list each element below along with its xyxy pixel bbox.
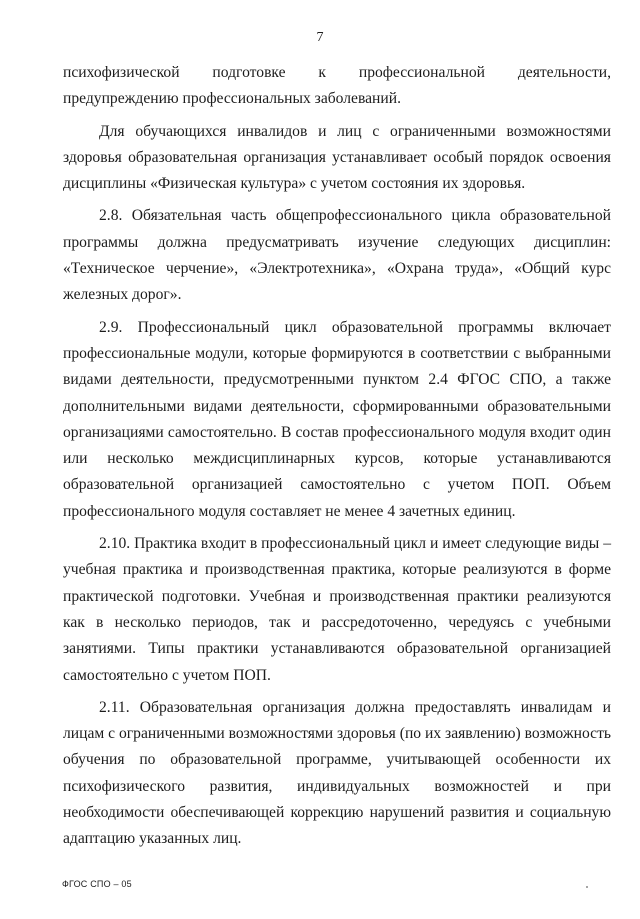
paragraph-continuation: психофизической подготовке к профессиональной деятельности, предупреждению профессиональных заболеваний. (63, 64, 611, 108)
paragraph-2-10: 2.10. Практика входит в профессиональный цикл и имеет следующие виды – учебная практика и производственная практика, которые реализуются в форме практической подготовки. Учебная и производственная практики реализуются как в несколько периодов, так и рассредоточенно, чередуясь с учебными занятиями. Типы практики устанавливаются образовательной организацией самостоятельно с учетом ПОП. (63, 535, 611, 684)
scan-speck (586, 886, 588, 888)
paragraph-2-8: 2.8. Обязательная часть общепрофессионального цикла образовательной программы должна предусматривать изучение следующих дисциплин: «Техническое черчение», «Электротехника», «Охрана труда», «Общий курс железных дорог». (63, 207, 611, 304)
paragraph-2-9: 2.9. Профессиональный цикл образовательной программы включает профессиональные модули, которые формируются в соответствии с выбранными видами деятельности, предусмотренными пунктом 2.4 ФГОС СПО, а также дополнительными видами деятельности, сформированными образовательными организациями самостоятельно. В состав профессионального модуля входит один или несколько междисциплинарных курсов, которые устанавливаются образовательной организацией самостоятельно с учетом ПОП. Объем профессионального модуля составляет не менее 4 зачетных единиц. (63, 318, 611, 520)
document-body (63, 60, 611, 859)
paragraph-disabled-students: Для обучающихся инвалидов и лиц с ограниченными возможностями здоровья образовательная организация устанавливает особый порядок освоения дисциплины «Физическая культура» с учетом состояния их здоровья. (63, 122, 611, 193)
footer-document-code: ФГОС СПО – 05 (62, 879, 132, 889)
paragraph-2-11: 2.11. Образовательная организация должна предоставлять инвалидам и лицам с ограниченными возможностями здоровья (по их заявлению) возможность обучения по образовательной программе, учитывающей особенности их психофизического развития, индивидуальных возможностей и при необходимости обеспечивающей коррекцию нарушений развития и социальную адаптацию указанных лиц. (63, 698, 611, 848)
page-number: 7 (316, 30, 324, 45)
